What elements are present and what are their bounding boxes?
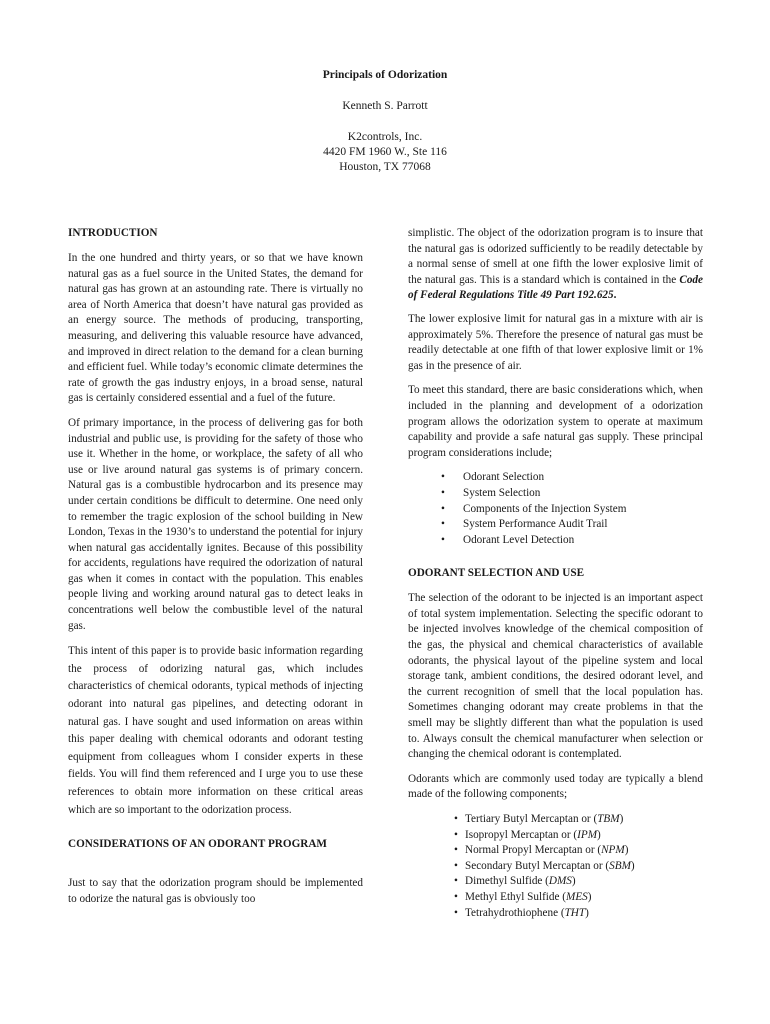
author-name: Kenneth S. Parrott (342, 100, 428, 112)
paper-header (0, 68, 770, 175)
considerations-heading: CONSIDERATIONS OF AN ODORANT PROGRAM (68, 838, 327, 851)
cfr-text: simplistic. The object of the odorization program is to insure that the natural gas is odorized sufficiently to be readily detectable by a normal sense of smell at one fifth the lower explosive limit of the natural gas. This is a standard which is contained in the (408, 227, 703, 286)
list-item: • System Selection (408, 486, 703, 502)
list-item: • Methyl Ethyl Sulfide (MES) (408, 890, 703, 906)
introduction-heading: INTRODUCTION (68, 227, 158, 239)
list-item: • Secondary Butyl Mercaptan or (SBM) (408, 859, 703, 875)
lel-paragraph: The lower explosive limit for natural gas in a mixture with air is approximately 5%. Therefore the presence of natural gas must be readily detectable at one fifth of that lower explosive limit or 1% gas in the presence of air. (408, 312, 703, 372)
author-company: K2controls, Inc. (347, 131, 423, 143)
intro-paragraph-2: Of primary importance, in the process of delivering gas for both industrial and public use, is providing for the safety of those who use it. Whether in the home, or workplace, the safety of all who use or live around natural gas systems is of primary concern. Natural gas is a combustible hydrocarbon and its presence may under certain conditions be difficult to determine. One need only to remember the tragic explosion of the school building in New London, Texas in the 1930’s to understand the potential for injury when natural gas accidentally ignites. Because of this possibility for accidents, regulations have required the odorization of natural gas when it comes in contact with the population. This enables people living and working around natural gas to detect leaks in concentrations well below the combustible level of the natural gas. (68, 416, 363, 632)
cfr-reference: Code of Federal Regulations Title 49 Part 192.625 (408, 273, 703, 302)
odorant-components-list (408, 812, 703, 921)
list-item: • Normal Propyl Mercaptan or (NPM) (408, 843, 703, 859)
standard-paragraph: To meet this standard, there are basic considerations which, when included in the planning and development of a odorization program allows the odorization system to operate at maximum capability and provide a safe natural gas supply. These principal program considerations include; (408, 384, 703, 459)
components-intro: Odorants which are commonly used today are typically a blend made of the following components; (408, 772, 703, 801)
intro-paragraph-1: In the one hundred and thirty years, or so that we have known natural gas as a fuel source in the United States, the demand for natural gas has grown at an astounding rate. There is virtually no area of North America that doesn’t have natural gas provided as an energy source. The methods of producing, transporting, measuring, and delivering this valuable resource have advanced, and improved in direct relation to the demand for a clean burning and efficient fuel. While today’s economic climate determines the rate of growth the gas industry enjoys, in a broad sense, natural gas is certainly considered essential and a fuel of the future. (68, 252, 363, 405)
intro-paragraph-3: This intent of this paper is to provide basic information regarding the process of odorizing natural gas, which includes characteristics of chemical odorants, typical methods of injecting odorant into natural gas pipelines, and detecting odorant in natural gas. I have sought and used information on areas within this paper dealing with chemical odorants and odorant testing equipment from colleagues whom I consider experts in these fields. You will find them referenced and I urge you to use these references to obtain more information on these critical areas which are so important to the odorization process. (68, 645, 363, 816)
list-item: • Dimethyl Sulfide (DMS) (408, 874, 703, 890)
paper-title: Principals of Odorization (322, 69, 448, 81)
author-address: 4420 FM 1960 W., Ste 116 (323, 146, 447, 158)
list-item: • Tertiary Butyl Mercaptan or (TBM) (408, 812, 703, 828)
considerations-paragraph: Just to say that the odorization program should be implemented to odorize the natural gas is obviously too (68, 877, 363, 905)
list-item: • Odorant Selection (408, 470, 703, 486)
list-item: • Tetrahydrothiophene (THT) (408, 906, 703, 922)
right-column (408, 226, 703, 932)
selection-paragraph: The selection of the odorant to be injected is an important aspect of total system implementation. Selecting the specific odorant to be injected involves knowledge of the chemical composition of the gas, the physical and chemical characteristics of available odorants, the physical layout of the pipeline system and local storage tank, ambient conditions, the desired odorant level, and the current recognition of smell that the local population has. Sometimes changing odorant may create problems in that the smell may be slightly different than what the population is used to. Always consult the chemical manufacturer when selection or changing the chemical odorant is contemplated. (408, 592, 703, 761)
odorant-selection-heading: ODORANT SELECTION AND USE (408, 567, 585, 580)
list-item: • Components of the Injection System (408, 502, 703, 518)
cfr-period: . (613, 289, 617, 302)
author-city: Houston, TX 77068 (339, 161, 431, 173)
list-item: • Isopropyl Mercaptan or (IPM) (408, 828, 703, 844)
left-column (68, 226, 363, 916)
list-item: • Odorant Level Detection (408, 533, 703, 549)
considerations-list (408, 470, 703, 548)
cfr-paragraph (408, 226, 703, 304)
list-item: • System Performance Audit Trail (408, 517, 703, 533)
